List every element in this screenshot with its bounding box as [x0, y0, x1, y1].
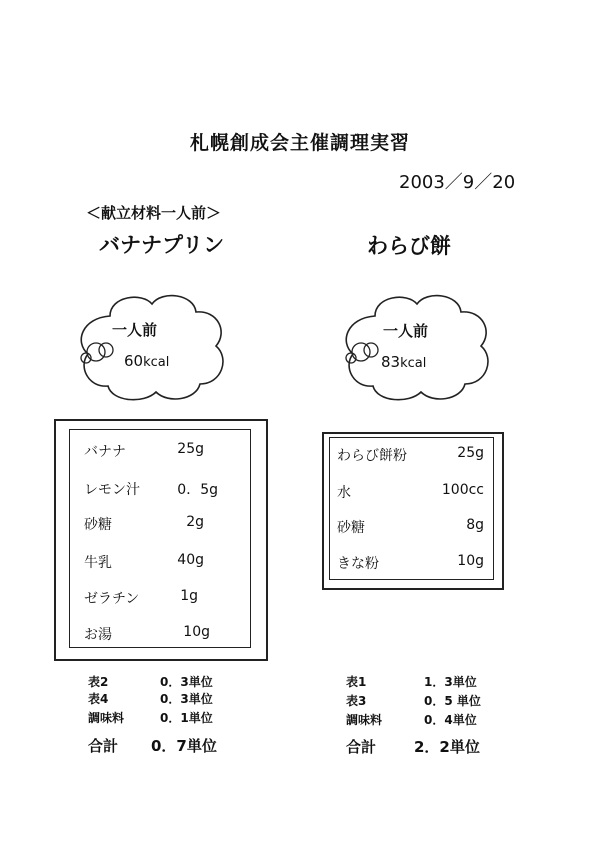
- unit-label: 調味料: [346, 713, 383, 727]
- ingredient-qty: 8g: [466, 517, 484, 533]
- cloud-bubble: [337, 288, 497, 408]
- ingredient-qty: 100cc: [441, 482, 484, 498]
- unit-label: 表4: [88, 692, 109, 706]
- dish-name-banana-pudding: バナナプリン: [99, 233, 225, 257]
- ingredient-frame-inner: [69, 429, 251, 648]
- ingredient-name: 砂糖: [84, 517, 112, 533]
- ingredient-qty: 2g: [186, 514, 204, 530]
- unit-value: 0．5 単位: [424, 694, 481, 708]
- ingredient-name: 砂糖: [337, 520, 365, 536]
- total-value: 2．2単位: [414, 738, 480, 756]
- cloud-label: 一人前: [112, 321, 158, 339]
- cloud-label: 一人前: [383, 322, 429, 340]
- calorie-value: 83kcal: [381, 353, 427, 371]
- ingredient-qty: 40g: [177, 552, 204, 568]
- ingredient-name: わらび餅粉: [337, 448, 407, 464]
- total-label: 合計: [88, 737, 119, 755]
- unit-label: 表1: [346, 675, 367, 689]
- menu-subtitle: ＜献立材料一人前＞: [86, 204, 222, 222]
- ingredient-qty: 10g: [457, 553, 484, 569]
- calorie-value: 60kcal: [124, 352, 170, 370]
- ingredient-name: きな粉: [337, 556, 379, 572]
- unit-value: 0．4単位: [424, 713, 477, 727]
- unit-label: 調味料: [88, 711, 125, 725]
- unit-value: 0．1単位: [160, 711, 213, 725]
- unit-value: 1．3単位: [424, 675, 477, 689]
- ingredient-qty: 25g: [457, 445, 484, 461]
- page-title: 札幌創成会主催調理実習: [189, 132, 410, 154]
- ingredient-qty: 1g: [180, 588, 198, 604]
- unit-label: 表3: [346, 694, 367, 708]
- cloud-bubble: [72, 288, 232, 408]
- ingredient-name: バナナ: [84, 444, 126, 460]
- event-date: 2003／9／20: [399, 172, 516, 193]
- ingredient-name: ゼラチン: [84, 591, 140, 607]
- ingredient-name: お湯: [84, 627, 112, 643]
- ingredient-name: レモン汁: [84, 482, 140, 498]
- ingredient-qty: 0．5g: [177, 482, 218, 498]
- total-value: 0．7単位: [151, 737, 217, 755]
- ingredient-qty: 10g: [183, 624, 210, 640]
- unit-label: 表2: [88, 675, 109, 689]
- dish-name-warabi-mochi: わらび餅: [367, 234, 451, 258]
- ingredient-qty: 25g: [177, 441, 204, 457]
- total-label: 合計: [346, 738, 377, 756]
- unit-value: 0．3単位: [160, 692, 213, 706]
- ingredient-name: 牛乳: [84, 555, 112, 571]
- ingredient-name: 水: [337, 485, 351, 501]
- unit-value: 0．3単位: [160, 675, 213, 689]
